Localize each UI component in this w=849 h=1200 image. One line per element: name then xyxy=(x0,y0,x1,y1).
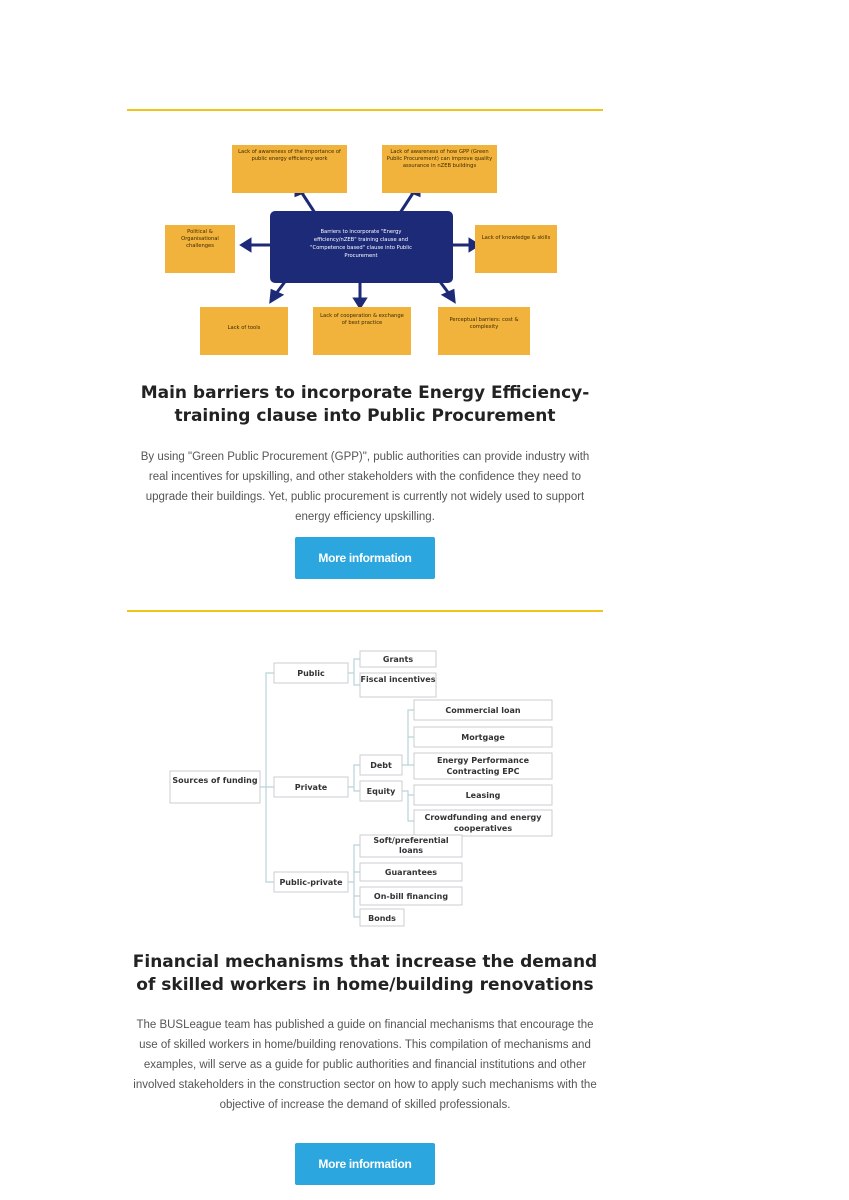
section-body-financial: The BUSLeague team has published a guide on financial mechanisms that encourage the use of skilled workers in home/building renovations. This compilation of mechanisms and examples, will serve as a guide for public authorities and financial institutions and other involved stakeholders in the construction sector on how to apply such mechanisms with the objective of increase the demand of skilled professionals. xyxy=(133,1019,597,1111)
tree-node-label: Guarantees xyxy=(384,868,438,877)
section-divider-top xyxy=(127,109,603,111)
tree-node-label: Crowdfunding and energy cooperatives xyxy=(424,813,542,833)
more-information-button[interactable]: More information xyxy=(295,1143,435,1185)
tree-node-label: On-bill financing xyxy=(373,892,449,901)
mindmap-center-line: Barriers to incorporate "Energy xyxy=(320,229,402,235)
mindmap-center-line: "Competence based" clause into Public xyxy=(310,245,412,251)
tree-node-label: Leasing xyxy=(465,791,501,800)
tree-node-label: Public xyxy=(297,669,325,678)
section-title-financial: Financial mechanisms that increase the demand of skilled workers in home/building renovations xyxy=(132,952,598,995)
tree-node-label: Debt xyxy=(370,761,392,770)
barrier-label: Lack of awareness of how GPP (Green Public Procurement) can improve quality assurance in nZEB buildings xyxy=(386,149,493,169)
barrier-label: Lack of tools xyxy=(227,325,261,331)
mindmap-center-line: efficiency/nZEB" training clause and xyxy=(313,237,409,243)
tree-node-label: Grants xyxy=(382,655,414,664)
barrier-label: Lack of cooperation & exchange of best practice xyxy=(320,313,404,326)
tree-node-label: Fiscal incentives xyxy=(360,675,436,684)
tree-node-label: Mortgage xyxy=(461,733,505,742)
section-divider xyxy=(127,610,603,612)
barrier-label: Perceptual barriers: cost & complexity xyxy=(449,317,519,330)
tree-node-label: Bonds xyxy=(368,914,396,923)
mindmap-center-line: Procurement xyxy=(344,253,378,259)
tree-node-label: Equity xyxy=(366,787,396,796)
barrier-label: Political & Organisational challenges xyxy=(181,229,219,249)
more-information-button[interactable]: More information xyxy=(295,537,435,579)
barrier-label: Lack of awareness of the importance of public energy efficiency work xyxy=(238,149,341,162)
tree-node-label: Commercial loan xyxy=(445,706,521,715)
section-title-barriers: Main barriers to incorporate Energy Efficiency-training clause into Public Procurement xyxy=(140,383,590,426)
tree-node-label: Public-private xyxy=(279,878,343,887)
tree-node-label: Sources of funding xyxy=(172,776,258,785)
tree-node-label: Energy Performance Contracting EPC xyxy=(436,756,529,776)
barrier-label: Lack of knowledge & skills xyxy=(481,235,551,241)
barriers-mind-map xyxy=(150,135,580,365)
funding-sources-tree xyxy=(160,645,570,930)
tree-node-label: Soft/preferential loans xyxy=(373,836,449,855)
tree-node-label: Private xyxy=(294,783,328,792)
section-body-barriers: By using "Green Public Procurement (GPP)", public authorities can provide industry with real incentives for upskilling, and other stakeholders with the confidence they need to upgrade their buildings. Yet, public procurement is currently not widely used to support energy efficiency upskilling. xyxy=(140,451,590,523)
